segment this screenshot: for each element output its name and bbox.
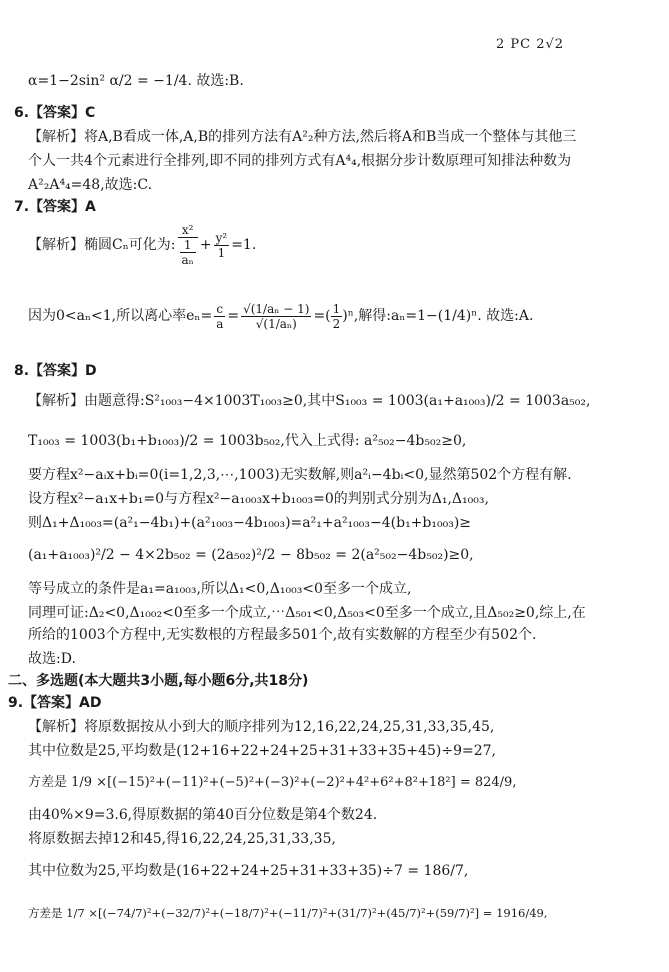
q7-ellipse-prefix: 【解析】椭圆Cₙ可化为: [28, 237, 176, 253]
q9-line-6: 其中位数为25,平均数是(16+22+24+25+31+33+35)÷7 = 186/7, [28, 863, 469, 879]
q7-eccentricity-line: 因为0<aₙ<1,所以离心率eₙ= $\frac{c}{a}$ = $\frac{\text{√(1/aₙ − 1)}}{\text{√(1/aₙ)}}$ =( $\frac{1}{2}$ )ⁿ,解得:aₙ=1−(1/4)ⁿ. 故选:A. [28, 301, 534, 331]
q9-line-5: 将原数据去掉12和45,得16,22,24,25,31,33,35, [28, 831, 336, 847]
q6-explanation-line-3: A²₂A⁴₄=48,故选:C. [28, 177, 153, 193]
q8-line-9: 所给的1003个方程中,无实数根的方程最多501个,故有实数解的方程至少有502个. [28, 627, 537, 643]
q8-line-5: 则Δ₁+Δ₁₀₀₃=(a²₁−4b₁)+(a²₁₀₀₃−4b₁₀₀₃)=a²₁+a²₁₀₀₃−4(b₁+b₁₀₀₃)≥ [28, 515, 472, 531]
q7-ellipse-line: 【解析】椭圆Cₙ可化为: $\frac{\text{x²}}{\frac{1}{\text{aₙ}}}$ + $\frac{\text{y²}}{1}$ =1. [28, 223, 257, 267]
previous-answer-tail: α=1−2sin² α/2 = −1/4. 故选:B. [28, 73, 244, 89]
q6-explanation-line-2: 个人一共4个元素进行全排列,即不同的排列方式有A⁴₄,根据分步计数原理可知排法种数为 [28, 153, 572, 169]
q8-line-1: 【解析】由题意得:S²₁₀₀₃−4×1003T₁₀₀₃≥0,其中S₁₀₀₃ = 1003(a₁+a₁₀₀₃)/2 = 1003a₅₀₂, [28, 393, 591, 409]
ellipse-y-term: $\frac{\text{y²}}{1}$ [215, 230, 228, 260]
q8-line-10: 故选:D. [28, 651, 76, 667]
q8-line-6: (a₁+a₁₀₀₃)²/2 − 4×2b₅₀₂ = (2a₅₀₂)²/2 − 8b₅₀₂ = 2(a²₅₀₂−4b₅₀₂)≥0, [28, 547, 474, 563]
q7-ellipse-tail: =1. [231, 237, 257, 253]
q6-answer: 6.【答案】C [14, 105, 96, 121]
q7-eccentricity-prefix: 因为0<aₙ<1,所以离心率eₙ= [28, 308, 213, 324]
q8-line-2: T₁₀₀₃ = 1003(b₁+b₁₀₀₃)/2 = 1003b₅₀₂,代入上式得: a²₅₀₂−4b₅₀₂≥0, [28, 433, 467, 449]
q9-line-1: 【解析】将原数据按从小到大的顺序排列为12,16,22,24,25,31,33,35,45, [28, 719, 495, 735]
ellipse-x-term: $\frac{\text{x²}}{\frac{1}{\text{aₙ}}}$ [178, 223, 198, 267]
q8-line-8: 同理可证:Δ₂<0,Δ₁₀₀₂<0至多一个成立,⋯Δ₅₀₁<0,Δ₅₀₃<0至多一个成立,且Δ₅₀₂≥0,综上,在 [28, 605, 586, 621]
q9-line-2: 其中位数是25,平均数是(12+16+22+24+25+31+33+35+45)÷9=27, [28, 743, 496, 759]
radical-fraction: $\frac{\text{√(1/aₙ − 1)}}{\text{√(1/aₙ)}}$ [243, 301, 310, 331]
q8-answer: 8.【答案】D [14, 363, 97, 379]
q8-line-4: 设方程x²−a₁x+b₁=0与方程x²−a₁₀₀₃x+b₁₀₀₃=0的判别式分别为Δ₁,Δ₁₀₀₃, [28, 491, 489, 507]
q6-explanation-line-1: 【解析】将A,B看成一体,A,B的排列方法有A²₂种方法,然后将A和B当成一个整体与其他三 [28, 129, 577, 145]
q8-line-7: 等号成立的条件是a₁=a₁₀₀₃,所以Δ₁<0,Δ₁₀₀₃<0至多一个成立, [28, 581, 412, 597]
q9-line-4: 由40%×9=3.6,得原数据的第40百分位数是第4个数24. [28, 807, 378, 823]
header-fragment: 2 PC 2√2 [496, 37, 565, 52]
q7-answer: 7.【答案】A [14, 199, 96, 215]
section-2-heading: 二、多选题(本大题共3小题,每小题6分,共18分) [8, 673, 309, 689]
q9-line-7: 方差是 1/7 ×[(−74/7)²+(−32/7)²+(−18/7)²+(−11/7)²+(31/7)²+(45/7)²+(59/7)²] = 1916/49, [28, 906, 548, 920]
c-over-a: $\frac{c}{a}$ [216, 301, 224, 331]
q8-line-3: 要方程x²−aᵢx+bᵢ=0(i=1,2,3,⋯,1003)无实数解,则a²ᵢ−4bᵢ<0,显然第502个方程有解. [28, 467, 572, 483]
q9-answer: 9.【答案】AD [8, 695, 102, 711]
q7-equals: = [227, 308, 240, 324]
q9-line-3: 方差是 1/9 ×[(−15)²+(−11)²+(−5)²+(−3)²+(−2)²+4²+6²+8²+18²] = 824/9, [28, 775, 517, 790]
q7-eccentricity-tail: ,解得:aₙ=1−(1/4)ⁿ. 故选:A. [353, 308, 534, 324]
